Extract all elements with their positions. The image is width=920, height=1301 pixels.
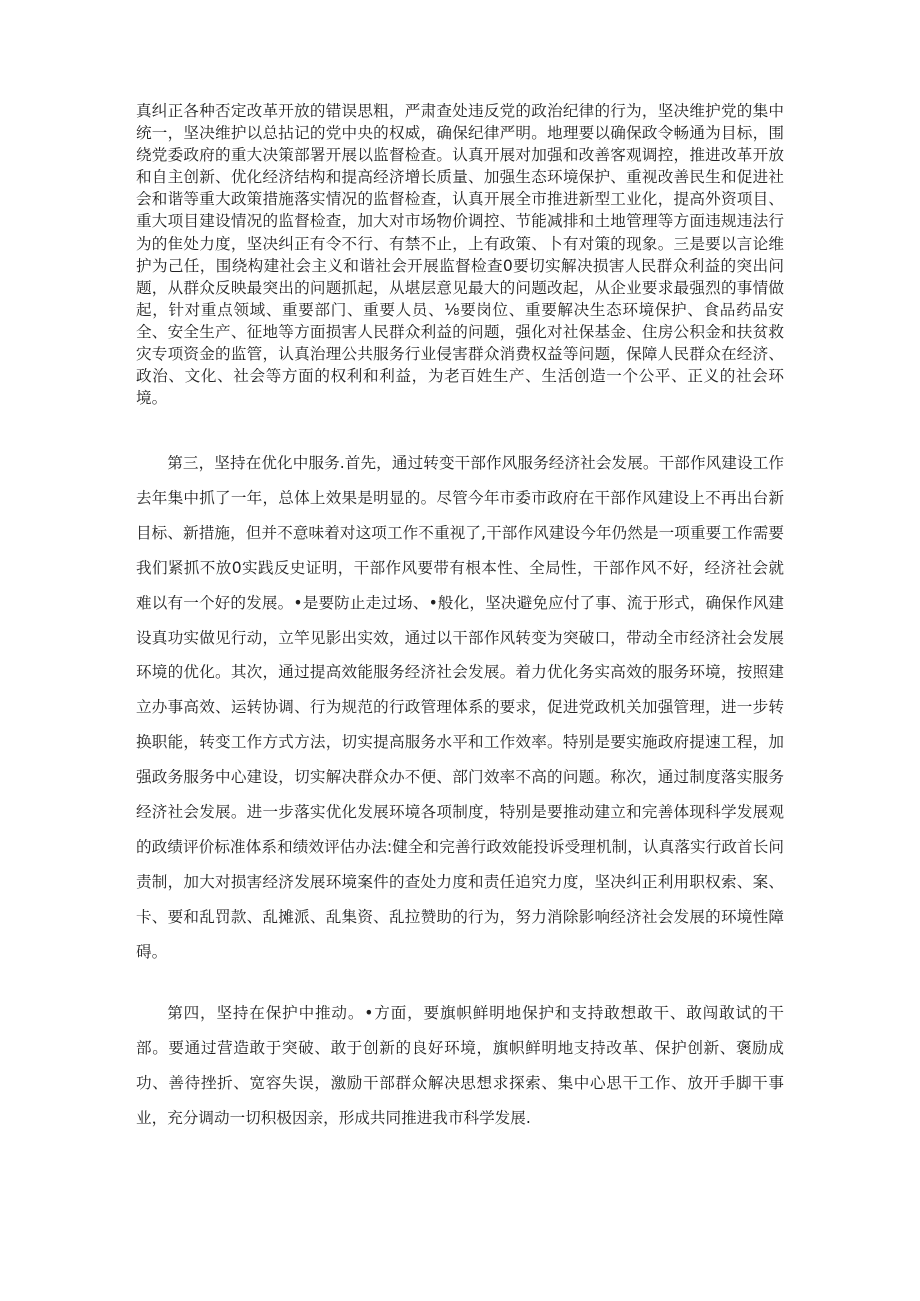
paragraph-third-point: 第三，坚持在优化中服务.首先，通过转变干部作风服务经济社会发展。干部作风建设工作去年集中抓了一年，总体上效果是明显的。尽管今年市委市政府在干部作风建设上不再出台新目标、新措施，但并不意味着对这项工作不重视了,干部作风建设今年仍然是一项重要工作需要我们紧抓不放0实践反史证明，干部作风要带有根本性、全局性，干部作风不好，经济社会就难以有一个好的发展。•是要防止走过场、•般化，坚决避免应付了事、流于形式，确保作风建设真功实做见行动，立竿见影出实效，通过以干部作风转变为突破口，带动全市经济社会发展环境的优化。其次，通过提高效能服务经济社会发展。着力优化务实高效的服务环境，按照建立办事高效、运转协调、行为规范的行政管理体系的要求，促进党政机关加强管理，进一步转换职能，转变工作方式方法，切实提高服务水平和工作效率。特别是要实施政府提速工程，加强政务服务中心建设，切实解决群众办不便、部门效率不高的问题。称次，通过制度落实服务经济社会发展。进一步落实优化发展环境各项制度，特别是要推动建立和完善体现科学发展观的政绩评价标准体系和绩效评估办法:健全和完善行政效能投诉受理机制，认真落实行政首长问责制，加大对损害经济发展环境案件的查处力度和责任追究力度，坚决纠正利用职权索、案、卡、要和乱罚款、乱摊派、乱集资、乱拉赞助的行为，努力消除影响经济社会发展的环境性障碍。 xyxy=(136,454,784,961)
paragraph-supervision: 真纠正各种否定改革开放的错误思粗，严肃查处违反党的政治纪律的行为，坚决维护党的集中统一，坚决维护以总拈记的党中央的权威，确保纪律严明。地理要以确保政令畅通为目标，围绕党委政府的重大决策部署开展以监督检查。认真开展对加强和改善客观调控，推进改革开放和自主创新、优化经济结构和提高经济增长质量、加强生态环境保护、重视改善民生和促进社会和谐等重大政策措施落实情况的监督检查，认真开展全市推进新型工业化，提高外资项目、重大项目建设情况的监督检查，加大对市场物价调控、节能减排和土地管理等方面违规违法行为的隹处力度，坚决纠正有令不行、有禁不止，上有政策、卜有对策的现象。三是要以言论维护为己任，围绕构建社会主义和谐社会开展监督检查0要切实解决损害人民群众利益的突出问题，从群众反映最突出的问题抓起，从堪层意见最大的问题改起，从企业要求最强烈的事情做起，针对重点领域、重要部门、重要人员、⅛要岗位、重要解决生态环境保护、食品药品安全、安全生产、征地等方面损害人民群众利益的问题，强化对社保基金、住房公积金和扶贫救灾专项资金的监管，认真治理公共服务行业侵害群众消费权益等问题，保障人民群众在经济、政治、文化、社会等方面的权利和利益，为老百姓生产、生活创造一个公平、正义的社会环境。 xyxy=(136,102,784,408)
paragraph-fourth-point: 第四，坚持在保护中推动。•方面，要旗帜鲜明地保护和支持敢想敢干、敢闯敢试的干部。要通过营造敢于突破、敢于创新的良好环境，旗帜鲜明地支持改革、保护创新、褒励成功、善待挫折、宽容失误，激励干部群众解决思想求探索、集中心思干工作、放开手脚干事业，充分调动一切积极因亲，形成共同推进我市科学发展. xyxy=(136,1004,784,1127)
